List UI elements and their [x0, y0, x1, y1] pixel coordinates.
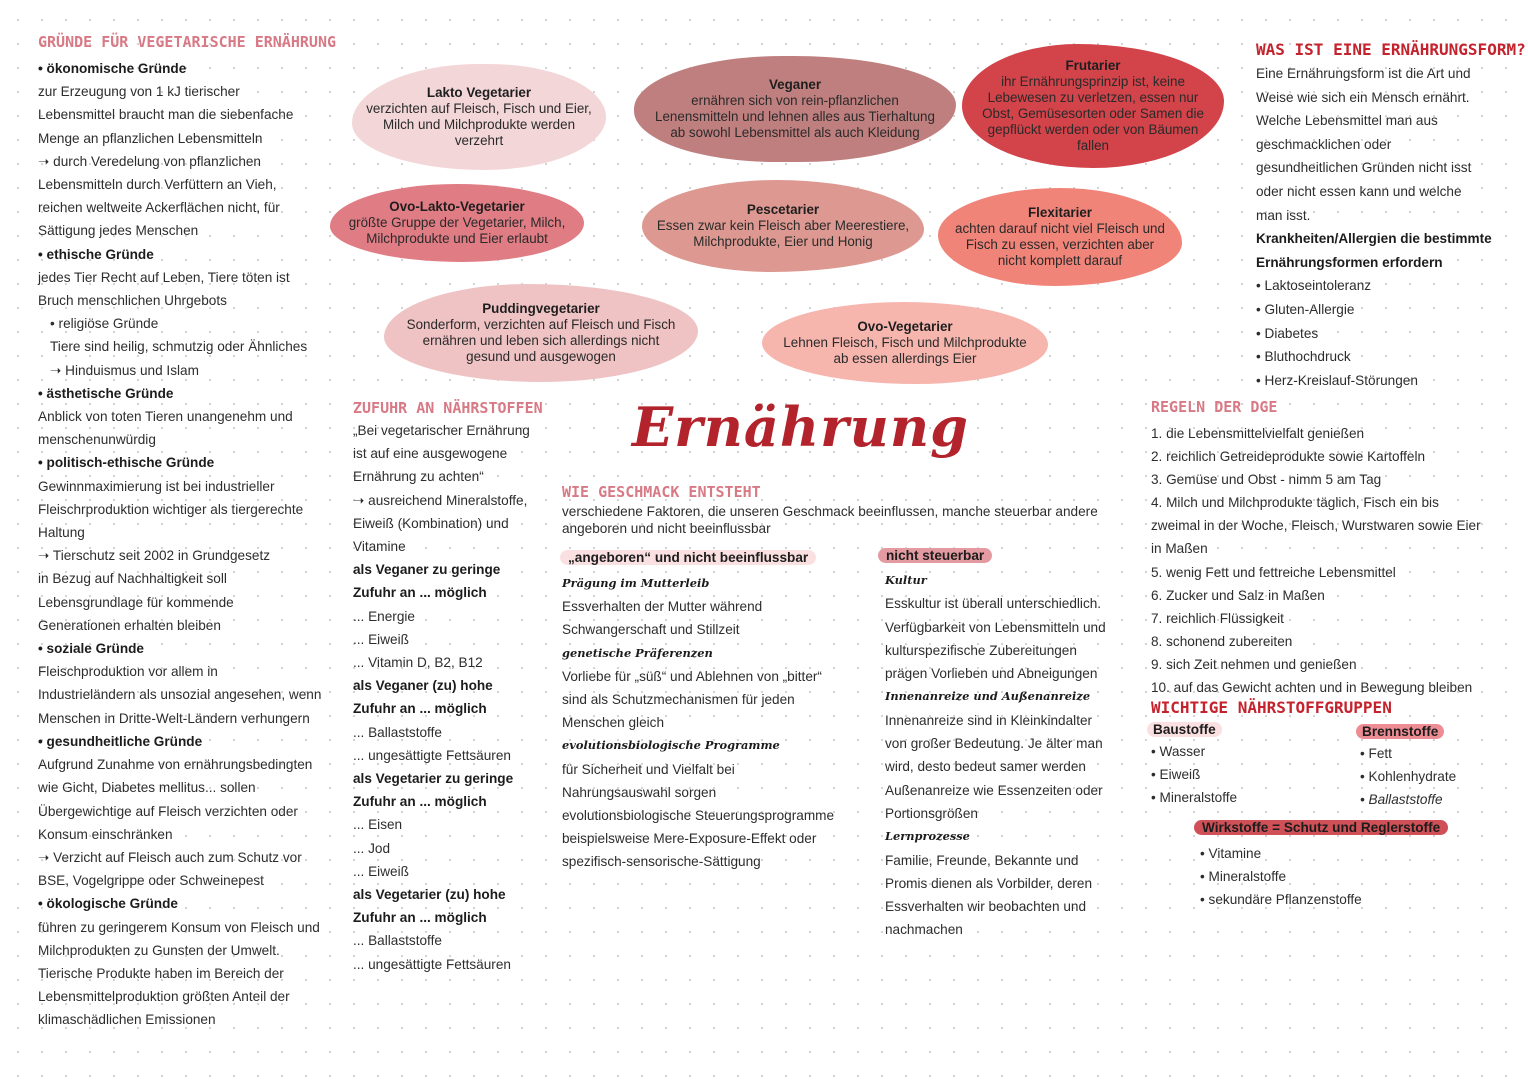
list-item: 6. Zucker und Salz in Maßen: [1151, 587, 1325, 603]
list-item: • Vitamine: [1200, 846, 1262, 861]
list-item: Nahrungsauswahl sorgen: [562, 784, 717, 800]
diet-form-description-line: Sonderform, verzichten auf Fleisch und Fisch: [406, 317, 676, 332]
list-item: von großer Bedeutung. Je älter man: [885, 736, 1103, 752]
uncontrollable-badge: nicht steuerbar: [878, 548, 992, 563]
list-item: „Bei vegetarischer Ernährung: [353, 423, 530, 438]
diet-form-description-line: verzichten auf Fleisch, Fisch und Eier,: [366, 101, 592, 116]
active-badge: Wirkstoffe = Schutz und Reglerstoffe: [1194, 820, 1448, 835]
innate-list: [562, 572, 834, 874]
list-item: Übergewichtige auf Fleisch verzichten oder: [38, 803, 298, 819]
diet-form-description-line: ab sowohl Lebensmittel als auch Kleidung: [670, 125, 920, 140]
diet-form-description-line: achten darauf nicht viel Fleisch und: [955, 221, 1165, 236]
list-item: reichen weltweite Ackerflächen nicht, für: [38, 200, 280, 216]
page-title: Ernährung: [632, 395, 969, 459]
diet-form-title: Flexitarier: [1027, 205, 1092, 220]
list-item: • Gluten-Allergie: [1256, 301, 1355, 317]
list-item: Innenanreize und Außenanreize: [885, 689, 1091, 704]
diet-form-description-line: Lebewesen zu verletzen, essen nur: [987, 90, 1199, 105]
list-item: Sättigung jedes Menschen: [38, 223, 199, 239]
diet-form-description-line: Milchprodukte, Eier und Honig: [693, 234, 873, 249]
diet-form-flexitarier: [938, 188, 1182, 286]
list-item: • Herz-Kreislauf-Störungen: [1256, 372, 1418, 388]
list-item: Ernährung zu achten“: [353, 469, 484, 485]
list-item: Esskultur ist überall unterschiedlich.: [885, 596, 1102, 612]
active-list: [1200, 842, 1362, 911]
nutrient-supply-list: [353, 419, 530, 976]
list-item: genetische Präferenzen: [562, 645, 713, 660]
dge-rules-list: [1151, 422, 1481, 699]
list-item: Milchprodukten zu Gunsten der Umwelt.: [38, 942, 280, 958]
list-item: Familie, Freunde, Bekannte und: [885, 852, 1079, 868]
list-item: • politisch-ethische Gründe: [38, 455, 215, 471]
list-item: • Wasser: [1151, 744, 1206, 759]
list-item: Ernährungsformen erfordern: [1256, 254, 1443, 270]
diet-form-description-line: ihr Ernährungsprinzip ist, keine: [1001, 74, 1185, 89]
list-item: Zufuhr an ... möglich: [353, 585, 487, 601]
list-item: klimaschädlichen Emissionen: [38, 1012, 216, 1028]
list-item: • ökologische Gründe: [38, 896, 178, 912]
list-item: als Vegetarier (zu) hohe: [353, 887, 506, 903]
heading-dge: REGELN DER DGE: [1151, 398, 1278, 416]
list-item: Zufuhr an ... möglich: [353, 701, 487, 717]
list-item: kulturspezifische Zubereitungen: [885, 642, 1077, 658]
list-item: ➝ Verzicht auf Fleisch auch zum Schutz vor: [38, 849, 302, 865]
fuel-label: [1356, 724, 1444, 739]
list-item: Menschen in Dritte-Welt-Ländern verhungern: [38, 710, 310, 726]
diet-form-title: Ovo-Vegetarier: [857, 319, 953, 334]
diet-form-description-line: verzehrt: [454, 133, 504, 148]
list-item: Außenanreize wie Essenzeiten oder: [885, 782, 1103, 798]
list-item: Zufuhr an ... möglich: [353, 910, 487, 926]
diet-form-description-line: fallen: [1076, 138, 1109, 153]
heading-taste: WIE GESCHMACK ENTSTEHT: [562, 483, 761, 501]
list-item: Promis dienen als Vorbilder, deren: [885, 875, 1093, 891]
diet-form-description-line: ernähren und leben sich allerdings nicht: [422, 333, 660, 348]
list-item: evolutionsbiologische Programme: [562, 738, 780, 753]
list-item: 3. Gemüse und Obst - nimm 5 am Tag: [1151, 472, 1382, 488]
list-item: für Sicherheit und Vielfalt bei: [562, 761, 735, 777]
list-item: Fleischproduktion vor allem in: [38, 664, 218, 680]
diet-form-description-line: Lenensmitteln und lehnen alles aus Tierhaltung: [655, 109, 935, 124]
diet-form-title: Veganer: [768, 77, 822, 92]
list-item: 5. wenig Fett und fettreiche Lebensmittel: [1151, 564, 1396, 580]
list-item: Aufgrund Zunahme von ernährungsbedingten: [38, 757, 313, 773]
list-item: ... Energie: [353, 608, 415, 624]
uncontrollable-list: [885, 569, 1106, 942]
list-item: Vitamine: [353, 539, 406, 555]
list-item: • sekundäre Pflanzenstoffe: [1200, 892, 1362, 907]
list-item: Vorliebe für „süß“ und Ablehnen von „bitter“: [562, 668, 822, 684]
list-item: beispielsweise Mere-Exposure-Effekt oder: [562, 831, 817, 847]
list-item: • gesundheitliche Gründe: [38, 733, 203, 749]
list-item: ... Eiweiß: [353, 863, 409, 879]
label-innate: [560, 550, 816, 565]
diet-form-pescetarier: [642, 180, 924, 272]
list-item: • ästhetische Gründe: [38, 385, 174, 401]
list-item: Prägung im Mutterleib: [562, 576, 710, 590]
list-item: evolutionsbiologische Steuerungsprogramme: [562, 808, 835, 824]
taste-intro: [562, 503, 1098, 537]
list-item: Tierische Produkte haben im Bereich der: [38, 965, 284, 981]
list-item: ... Jod: [353, 840, 391, 856]
definition-list: [1256, 62, 1492, 392]
list-item: Schwangerschaft und Stillzeit: [562, 622, 740, 638]
diet-form-title: Frutarier: [1065, 58, 1121, 73]
build-label: [1147, 722, 1222, 737]
diet-form-description-line: gepflückt werden oder von Bäumen: [987, 122, 1199, 137]
list-item: Gewinnmaximierung ist bei industrieller: [38, 478, 275, 494]
list-item: gesundheitlichen Gründen nicht isst: [1256, 160, 1472, 176]
list-item: als Veganer (zu) hohe: [353, 678, 493, 694]
fuel-list: [1360, 742, 1456, 811]
list-item: Bruch menschlichen Uhrgebots: [38, 293, 227, 309]
list-item: • Fett: [1360, 746, 1392, 761]
diet-form-description-line: größte Gruppe der Vegetarier, Milch,: [348, 215, 566, 230]
list-item: Lebensgrundlage für kommende: [38, 594, 234, 610]
list-item: Lebensmitteln durch Verfüttern an Vieh,: [38, 177, 277, 193]
list-item: Innenanreize sind in Kleinkindalter: [885, 712, 1093, 728]
list-item: • Mineralstoffe: [1200, 869, 1287, 884]
list-item: Welche Lebensmittel man aus: [1256, 113, 1438, 129]
list-item: Essverhalten wir beobachten und: [885, 899, 1087, 915]
list-item: Lernprozesse: [885, 829, 970, 844]
diet-form-title: Lakto Vegetarier: [426, 85, 532, 100]
list-item: 10. auf das Gewicht achten und in Bewegung bleiben: [1151, 680, 1473, 696]
list-item: ... ungesättigte Fettsäuren: [353, 956, 511, 972]
list-item: geschmacklichen oder: [1256, 136, 1392, 152]
list-item: als Vegetarier zu geringe: [353, 771, 514, 787]
list-item: zweimal in der Woche, Fleisch, Wurstwaren sowie Eier: [1151, 518, 1481, 534]
list-item: ➝ ausreichend Mineralstoffe,: [353, 492, 528, 508]
diet-form-ovo-vegetarier: [762, 302, 1048, 384]
diet-form-description-line: gesund und ausgewogen: [466, 349, 616, 364]
list-item: • Kohlenhydrate: [1360, 769, 1457, 784]
diet-form-frutarier: [962, 44, 1224, 168]
heading-vegetarian-reasons: GRÜNDE FÜR VEGETARISCHE ERNÄHRUNG: [38, 33, 337, 51]
fuel-badge: Brennstoffe: [1356, 724, 1444, 739]
list-item: 9. sich Zeit nehmen und genießen: [1151, 656, 1357, 672]
list-item: Essverhalten der Mutter während: [562, 599, 763, 615]
list-item: prägen Vorlieben und Abneigungen: [885, 666, 1098, 682]
list-item: BSE, Vogelgrippe oder Schweinepest: [38, 873, 264, 889]
diet-form-description-line: Milchprodukte und Eier erlaubt: [366, 231, 548, 246]
list-item: führen zu geringerem Konsum von Fleisch und: [38, 919, 320, 935]
list-item: • Laktoseintoleranz: [1256, 278, 1372, 294]
list-item: Generationen erhalten bleiben: [38, 617, 221, 633]
list-item: • Eiweiß: [1151, 767, 1201, 782]
list-item: oder nicht essen kann und welche: [1256, 183, 1462, 199]
diet-form-title: Pescetarier: [746, 202, 820, 217]
list-item: Portionsgrößen: [885, 805, 978, 821]
list-item: ... Ballaststoffe: [353, 724, 442, 740]
list-item: Konsum einschränken: [38, 826, 173, 842]
diet-form-ovo-lakto-vegetarier: [330, 184, 584, 262]
list-item: Krankheiten/Allergien die bestimmte: [1256, 231, 1492, 247]
diet-form-description-line: Obst, Gemüsesorten oder Samen die: [982, 106, 1204, 121]
list-item: • Mineralstoffe: [1151, 790, 1238, 805]
diet-form-description-line: ab essen allerdings Eier: [833, 351, 977, 366]
list-item: Eiweiß (Kombination) und: [353, 515, 509, 531]
taste-intro-line: angeboren und nicht beeinflussbar: [562, 521, 771, 536]
diet-form-description-line: ernähren sich von rein-pflanzlichen: [691, 93, 899, 108]
list-item: Zufuhr an ... möglich: [353, 794, 487, 810]
list-item: in Bezug auf Nachhaltigkeit soll: [38, 571, 227, 587]
diet-form-puddingvegetarier: [384, 284, 698, 382]
diet-form-lakto-vegetarier: [352, 64, 606, 170]
list-item: Eine Ernährungsform ist die Art und: [1256, 66, 1471, 81]
innate-badge: „angeboren“ und nicht beeinflussbar: [560, 550, 816, 565]
list-item: Kultur: [885, 573, 927, 587]
list-item: • Ballaststoffe: [1360, 792, 1443, 807]
list-item: jedes Tier Recht auf Leben, Tiere töten ist: [38, 269, 290, 285]
taste-intro-line: verschiedene Faktoren, die unseren Geschmack beeinflussen, manche steuerbar andere: [562, 504, 1098, 519]
list-item: zur Erzeugung von 1 kJ tierischer: [38, 84, 240, 100]
list-item: 7. reichlich Flüssigkeit: [1151, 610, 1284, 626]
list-item: sind als Schutzmechanismen für jeden: [562, 692, 795, 708]
list-item: • Bluthochdruck: [1256, 349, 1351, 365]
diet-form-description-line: nicht komplett darauf: [997, 253, 1123, 268]
heading-definition: WAS IST EINE ERNÄHRUNGSFORM?: [1256, 40, 1526, 59]
diet-form-title: Ovo-Lakto-Vegetarier: [389, 199, 525, 214]
list-item: man isst.: [1256, 207, 1311, 223]
list-item: ... ungesättigte Fettsäuren: [353, 747, 511, 763]
list-item: wird, desto bedeut samer werden: [885, 759, 1086, 775]
diet-form-title: Puddingvegetarier: [482, 301, 600, 316]
list-item: menschenunwürdig: [38, 432, 156, 448]
list-item: 1. die Lebensmittelvielfalt genießen: [1151, 426, 1365, 441]
list-item: Weise wie sich ein Mensch ernährt.: [1256, 89, 1470, 105]
list-item: als Veganer zu geringe: [353, 562, 501, 578]
list-item: Verfügbarkeit von Lebensmitteln und: [885, 619, 1106, 635]
list-item: 2. reichlich Getreideprodukte sowie Kartoffeln: [1151, 449, 1426, 465]
diet-form-veganer: [634, 56, 956, 162]
list-item: spezifisch-sensorische-Sättigung: [562, 854, 761, 870]
list-item: ... Ballaststoffe: [353, 933, 442, 949]
list-item: ... Eiweiß: [353, 631, 409, 647]
list-item: • ökonomische Gründe: [38, 61, 187, 76]
list-item: Menschen gleich: [562, 715, 665, 731]
list-item: ist auf eine ausgewogene: [353, 446, 508, 462]
list-item: Lebensmittel braucht man die siebenfache: [38, 107, 294, 123]
diet-form-description-line: Milch und Milchprodukte werden: [382, 117, 576, 132]
list-item: wie Gicht, Diabetes mellitus... sollen: [38, 780, 256, 796]
list-item: 4. Milch und Milchprodukte täglich, Fisch ein bis: [1151, 495, 1439, 511]
diet-form-description-line: Essen zwar kein Fleisch aber Meerestiere,: [656, 218, 910, 233]
list-item: • soziale Gründe: [38, 641, 144, 657]
list-item: ... Vitamin D, B2, B12: [353, 655, 483, 671]
build-badge: Baustoffe: [1147, 722, 1222, 737]
diet-form-description-line: Lehnen Fleisch, Fisch und Milchprodukte: [783, 335, 1027, 350]
list-item: • Diabetes: [1256, 325, 1319, 341]
active-label: [1194, 820, 1448, 835]
list-item: Lebensmittelproduktion größten Anteil der: [38, 989, 290, 1005]
list-item: Menge an pflanzlichen Lebensmitteln: [38, 130, 263, 146]
vegetarian-reasons-list: [38, 57, 321, 1032]
list-item: ... Eisen: [353, 817, 403, 833]
list-item: Industrieländern als unsozial angesehen, wenn: [38, 687, 322, 703]
label-uncontrollable: [878, 548, 992, 563]
list-item: in Maßen: [1151, 541, 1208, 557]
heading-nutrient-groups: WICHTIGE NÄHRSTOFFGRUPPEN: [1151, 698, 1392, 717]
list-item: ➝ Tierschutz seit 2002 in Grundgesetz: [38, 548, 271, 564]
build-list: [1151, 740, 1237, 809]
heading-nutrient-supply: ZUFUHR AN NÄHRSTOFFEN: [353, 399, 543, 417]
list-item: Haltung: [38, 525, 85, 541]
list-item: ➝ durch Veredelung von pflanzlichen: [38, 153, 261, 169]
list-item: Tiere sind heilig, schmutzig oder Ähnliches: [50, 339, 308, 355]
list-item: nachmachen: [885, 922, 963, 938]
diet-form-description-line: Fisch zu essen, verzichten aber: [965, 237, 1155, 252]
list-item: • ethische Gründe: [38, 246, 154, 262]
list-item: 8. schonend zubereiten: [1151, 633, 1293, 649]
list-item: Anblick von toten Tieren unangenehm und: [38, 409, 293, 425]
list-item: • religiöse Gründe: [50, 316, 159, 332]
list-item: ➝ Hinduismus und Islam: [50, 362, 199, 378]
list-item: Fleischrproduktion wichtiger als tiergerechte: [38, 501, 304, 517]
